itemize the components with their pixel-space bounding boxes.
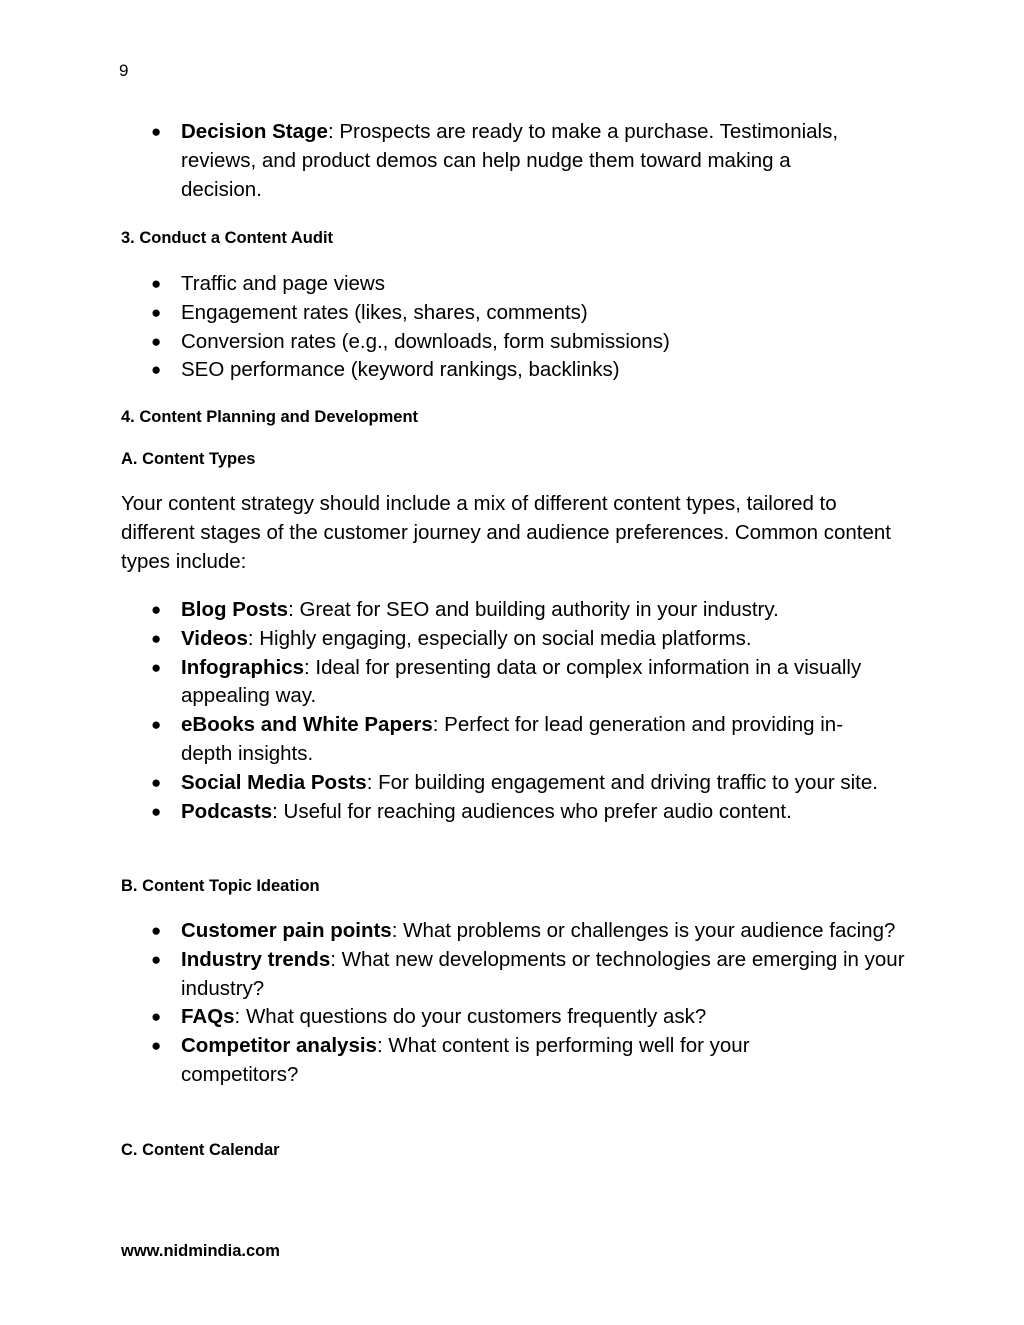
bullet-icon: ● bbox=[151, 715, 162, 735]
list-item-text: : Great for SEO and building authority in your industry. bbox=[288, 598, 779, 621]
list-item bbox=[121, 1032, 861, 1090]
bullet-icon: ● bbox=[151, 921, 162, 940]
bullet-icon: ● bbox=[151, 274, 162, 293]
list-item bbox=[121, 946, 911, 1004]
list-item bbox=[121, 654, 911, 712]
list-item-term: Industry trends bbox=[181, 947, 331, 971]
bullet-icon: ● bbox=[151, 949, 162, 969]
list-item-term: Customer pain points bbox=[181, 919, 392, 942]
section-3 bbox=[121, 228, 921, 248]
list-item-text: : What problems or challenges is your audience facing? bbox=[391, 919, 896, 942]
list-item-term: FAQs bbox=[181, 1005, 235, 1029]
content-types-intro bbox=[121, 490, 921, 576]
footer-url: www.nidmindia.com bbox=[121, 1242, 280, 1260]
bullet-icon: ● bbox=[151, 122, 162, 141]
list-item bbox=[121, 798, 911, 827]
section-3-list-block bbox=[121, 270, 921, 385]
subsection-a bbox=[121, 449, 921, 469]
bullet-icon: ● bbox=[151, 600, 162, 619]
subsection-heading: B. Content Topic Ideation bbox=[121, 877, 320, 895]
list-item-text: Engagement rates (likes, shares, comments) bbox=[181, 300, 588, 324]
subsection-heading: C. Content Calendar bbox=[121, 1141, 280, 1159]
list-item-term: Infographics bbox=[181, 655, 305, 679]
list-item-text: Conversion rates (e.g., downloads, form submissions) bbox=[181, 329, 670, 353]
list-item-text: : Prospects are ready to make a purchase. Testimonials, reviews, and product demos can help nudge them toward making a decision. bbox=[181, 120, 839, 201]
list-item-text: SEO performance (keyword rankings, backlinks) bbox=[181, 358, 620, 382]
bullet-icon: ● bbox=[151, 302, 162, 322]
list-item bbox=[121, 270, 921, 299]
list-item bbox=[121, 328, 921, 357]
list-item bbox=[121, 917, 926, 946]
topic-ideation-list bbox=[121, 917, 911, 1090]
list-item-text: : What new developments or technologies are emerging in your industry? bbox=[181, 947, 905, 1000]
list-item-text: : What questions do your customers frequently ask? bbox=[234, 1005, 707, 1029]
bullet-icon: ● bbox=[151, 628, 162, 648]
list-item-text: : Ideal for presenting data or complex information in a visually appealing way. bbox=[181, 655, 862, 708]
list-item bbox=[121, 625, 911, 654]
list-item-term: eBooks and White Papers bbox=[181, 713, 433, 737]
content-types-list bbox=[121, 596, 911, 826]
list-item bbox=[121, 356, 921, 385]
section-4 bbox=[121, 407, 921, 427]
bullet-icon: ● bbox=[151, 1036, 162, 1056]
bullet-icon: ● bbox=[151, 772, 162, 792]
subsection-b bbox=[121, 876, 921, 896]
section-heading: 3. Conduct a Content Audit bbox=[121, 229, 334, 247]
bullet-icon: ● bbox=[151, 657, 162, 677]
bullet-icon: ● bbox=[151, 801, 162, 821]
list-item-term: Competitor analysis bbox=[181, 1034, 377, 1058]
list-item bbox=[121, 118, 861, 204]
list-item-text: : Useful for reaching audiences who prefer audio content. bbox=[272, 799, 792, 823]
list-item-term: Blog Posts bbox=[181, 598, 289, 621]
page-number: 9 bbox=[119, 61, 129, 80]
list-item-text: : For building engagement and driving traffic to your site. bbox=[366, 770, 878, 794]
subsection-c bbox=[121, 1140, 921, 1160]
bullet-icon: ● bbox=[151, 1007, 162, 1027]
list-item-term: Social Media Posts bbox=[181, 770, 367, 794]
list-item bbox=[121, 1003, 911, 1032]
list-item-term: Videos bbox=[181, 626, 248, 650]
content-types-list-block bbox=[121, 596, 921, 826]
list-item-term: Podcasts bbox=[181, 799, 273, 823]
list-item bbox=[121, 711, 881, 769]
list-item bbox=[121, 596, 911, 625]
list-item-text: : What content is performing well for your competitors? bbox=[181, 1034, 750, 1086]
subsection-heading: A. Content Types bbox=[121, 450, 256, 468]
list-item bbox=[121, 769, 931, 798]
topic-ideation-list-block bbox=[121, 917, 921, 1090]
list-item bbox=[121, 299, 921, 328]
list-item-term: Decision Stage bbox=[181, 120, 328, 143]
paragraph: Your content strategy should include a mix of different content types, tailored to different stages of the customer journey and audience preferences. Common content types include: bbox=[121, 492, 891, 573]
list-item-text: Traffic and page views bbox=[181, 272, 385, 295]
list-item-text: : Highly engaging, especially on social media platforms. bbox=[247, 626, 752, 650]
decision-stage-block bbox=[121, 118, 921, 204]
audit-metrics-list bbox=[121, 270, 921, 385]
decision-list bbox=[121, 118, 861, 204]
bullet-icon: ● bbox=[151, 331, 162, 351]
list-item-text: : Perfect for lead generation and providing in-depth insights. bbox=[181, 713, 844, 765]
section-heading: 4. Content Planning and Development bbox=[121, 408, 419, 426]
bullet-icon: ● bbox=[151, 360, 162, 380]
